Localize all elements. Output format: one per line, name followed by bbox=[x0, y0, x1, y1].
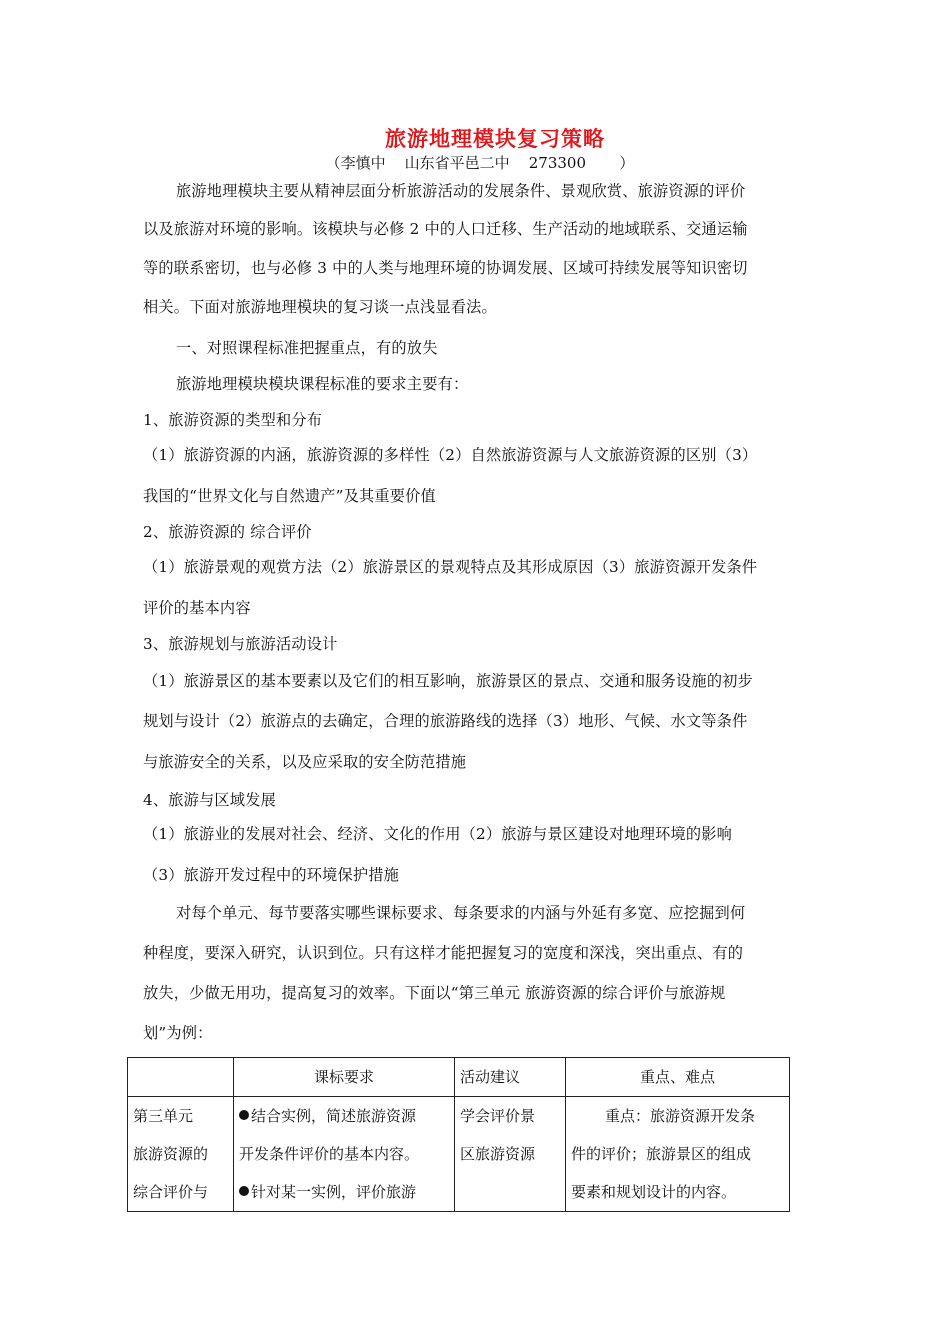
list-item-line: 与旅游安全的关系，以及应采取的安全防范措施 bbox=[143, 753, 467, 771]
list-item-line: 评价的基本内容 bbox=[143, 599, 251, 617]
cell-text: 第三单元 bbox=[133, 1107, 194, 1125]
paragraph-line: 以及旅游对环境的影响。该模块与必修 2 中的人口迁移、生产活动的地域联系、交通运输 bbox=[143, 220, 748, 238]
cell-text: 要素和规划设计的内容。 bbox=[571, 1183, 737, 1201]
cell-text: 区旅游资源 bbox=[460, 1145, 536, 1163]
paragraph-line: 旅游地理模块主要从精神层面分析旅游活动的发展条件、景观欣赏、旅游资源的评价 bbox=[176, 182, 746, 200]
table-header-cell: 重点、难点 bbox=[566, 1058, 790, 1097]
paragraph-line: 划”为例： bbox=[143, 1024, 213, 1042]
cell-text: 针对某一实例，评价旅游 bbox=[251, 1183, 417, 1201]
cell-text: 学会评价景 bbox=[460, 1107, 536, 1125]
bullet-icon bbox=[239, 1110, 249, 1120]
list-heading: 3、旅游规划与旅游活动设计 bbox=[143, 635, 338, 653]
cell-text: 件的评价；旅游景区的组成 bbox=[571, 1145, 752, 1163]
table-header-cell: 课标要求 bbox=[234, 1058, 455, 1097]
paragraph-line: 对每个单元、每节要落实哪些课标要求、每条要求的内涵与外延有多宽、应挖掘到何 bbox=[176, 904, 746, 922]
list-heading: 1、旅游资源的类型和分布 bbox=[143, 411, 323, 429]
standards-cell bbox=[234, 1097, 455, 1212]
list-item-line: （3）旅游开发过程中的环境保护措施 bbox=[143, 866, 400, 884]
cell-text: 开发条件评价的基本内容。 bbox=[239, 1145, 420, 1163]
list-item-line: 规划与设计（2）旅游点的去确定，合理的旅游路线的选择（3）地形、气候、水文等条件 bbox=[143, 712, 748, 730]
list-heading: 2、旅游资源的 综合评价 bbox=[143, 523, 312, 541]
cell-text: 综合评价与 bbox=[133, 1183, 209, 1201]
cell-text: 重点：旅游资源开发条 bbox=[605, 1107, 756, 1125]
table-row bbox=[128, 1097, 790, 1212]
list-item-line: （1）旅游资源的内涵，旅游资源的多样性（2）自然旅游资源与人文旅游资源的区别（3） bbox=[143, 446, 758, 464]
bullet-item bbox=[239, 1173, 449, 1211]
table-header-cell: 活动建议 bbox=[455, 1058, 566, 1097]
author-byline: （李慎中 山东省平邑二中 273300 ） bbox=[325, 154, 635, 172]
bullet-item bbox=[239, 1097, 449, 1135]
document-title: 旅游地理模块复习策略 bbox=[385, 126, 605, 151]
table-header-cell bbox=[128, 1058, 234, 1097]
bullet-icon bbox=[239, 1186, 249, 1196]
activity-cell bbox=[455, 1097, 566, 1212]
cell-text: 结合实例，简述旅游资源 bbox=[251, 1107, 417, 1125]
list-item-line: （1）旅游景观的观赏方法（2）旅游景区的景观特点及其形成原因（3）旅游资源开发条件 bbox=[143, 558, 758, 576]
paragraph-line: 相关。下面对旅游地理模块的复习谈一点浅显看法。 bbox=[143, 298, 497, 316]
review-plan-table bbox=[127, 1057, 790, 1212]
paragraph-line: 等的联系密切，也与必修 3 中的人类与地理环境的协调发展、区域可持续发展等知识密切 bbox=[143, 259, 748, 277]
paragraph-line: 种程度，要深入研究，认识到位。只有这样才能把握复习的宽度和深浅，突出重点、有的 bbox=[143, 944, 744, 962]
cell-text: 旅游资源的 bbox=[133, 1145, 209, 1163]
focus-cell bbox=[566, 1097, 790, 1212]
list-heading: 4、旅游与区域发展 bbox=[143, 791, 276, 809]
list-item-line: 我国的“世界文化与自然遗产”及其重要价值 bbox=[143, 487, 436, 505]
unit-cell bbox=[128, 1097, 234, 1212]
list-item-line: （1）旅游业的发展对社会、经济、文化的作用（2）旅游与景区建设对地理环境的影响 bbox=[143, 825, 733, 843]
list-item-line: （1）旅游景区的基本要素以及它们的相互影响，旅游景区的景点、交通和服务设施的初步 bbox=[143, 672, 753, 690]
section-heading: 一、对照课程标准把握重点，有的放失 bbox=[176, 339, 438, 357]
table-header-row bbox=[128, 1058, 790, 1097]
paragraph-line: 旅游地理模块模块课程标准的要求主要有： bbox=[176, 375, 469, 393]
paragraph-line: 放失，少做无用功，提高复习的效率。下面以“第三单元 旅游资源的综合评价与旅游规 bbox=[143, 984, 726, 1002]
